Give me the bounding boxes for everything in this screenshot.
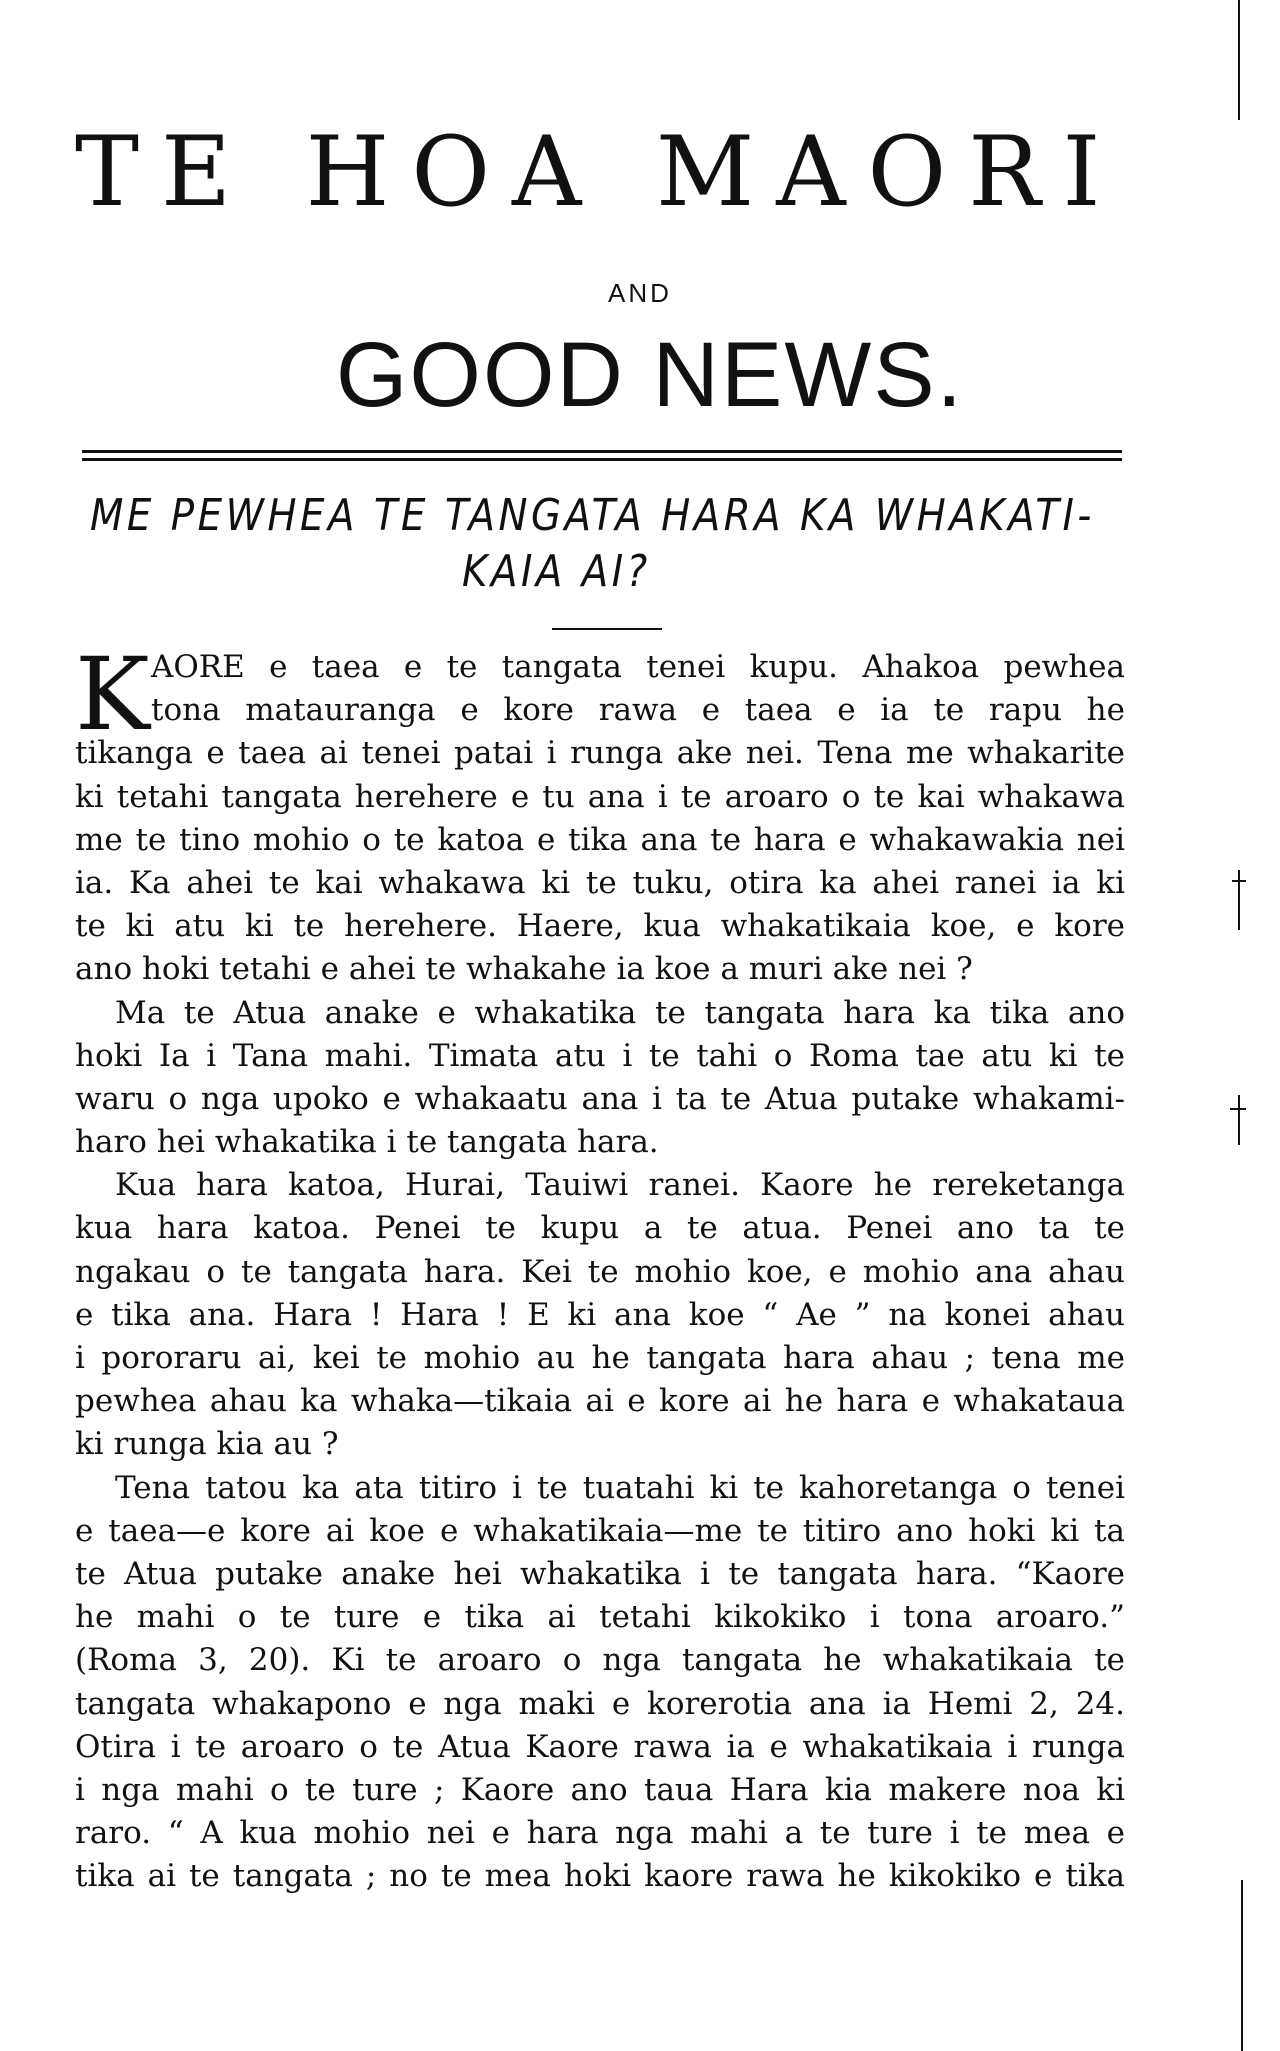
- paragraph-2-line: haro hei whakatika i te tangata hara.: [75, 1124, 659, 1161]
- paragraph-1-line: ano hoki tetahi e ahei te whakahe ia koe a muri ake nei ?: [75, 951, 973, 988]
- headline-divider: [552, 628, 662, 630]
- paragraph-4-line: i nga mahi o te ture ; Kaore ano taua Hara kia makere noa ki: [75, 1771, 1125, 1808]
- paragraph-2-line: Ma te Atua anake e whakatika te tangata hara ka tika ano: [115, 994, 1125, 1031]
- paragraph-4-line: Tena tatou ka ata titiro i te tuatahi ki te kahoretanga o tenei: [115, 1469, 1125, 1506]
- paragraph-1-line: te ki atu ki te herehere. Haere, kua whakatikaia koe, e kore: [75, 908, 1125, 945]
- scan-edge-mark: [1241, 1880, 1243, 2051]
- paragraph-4-line: te Atua putake anake hei whakatika i te tangata hara. “Kaore: [75, 1555, 1125, 1592]
- paragraph-1-line: ia. Ka ahei te kai whakawa ki te tuku, otira ka ahei ranei ia ki: [75, 864, 1125, 901]
- scan-edge-mark: [1238, 870, 1240, 930]
- masthead-double-rule: [82, 450, 1122, 461]
- masthead-title: TE HOA MAORI: [75, 116, 1123, 228]
- paragraph-3-line: ki runga kia au ?: [75, 1426, 339, 1463]
- paragraph-1-line: ki tetahi tangata herehere e tu ana i te aroaro o te kai whakawa: [75, 778, 1125, 815]
- paragraph-4-line: Otira i te aroaro o te Atua Kaore rawa ia e whakatikaia i runga: [75, 1728, 1125, 1765]
- paragraph-3-line: pewhea ahau ka whaka—tikaia ai e kore ai he hara e whakataua: [75, 1383, 1125, 1420]
- paragraph-4-line: tangata whakapono e nga maki e korerotia ana ia Hemi 2, 24.: [75, 1685, 1125, 1722]
- masthead-subtitle: GOOD NEWS.: [335, 324, 965, 426]
- paragraph-4-line: e taea—e kore ai koe e whakatikaia—me te titiro ano hoki ki ta: [75, 1512, 1125, 1549]
- headline-line-1: ME PEWHEA TE TANGATA HARA KA WHAKATI-: [90, 490, 1095, 541]
- paragraph-2-line: waru o nga upoko e whakaatu ana i ta te Atua putake whakami-: [75, 1080, 1125, 1117]
- paragraph-4-line: raro. “ A kua mohio nei e hara nga mahi a te ture i te mea e: [75, 1815, 1125, 1852]
- paragraph-1-line: tona matauranga e kore rawa e taea e ia te rapu he: [151, 692, 1125, 729]
- drop-cap: K: [75, 636, 150, 753]
- paragraph-4-line: he mahi o te ture e tika ai tetahi kikokiko i tona aroaro.”: [75, 1599, 1125, 1636]
- article-body: [75, 636, 1125, 1898]
- paragraph-3-line: Kua hara katoa, Hurai, Tauiwi ranei. Kaore he rereketanga: [115, 1167, 1125, 1204]
- paragraph-3-line: ngakau o te tangata hara. Kei te mohio koe, e mohio ana ahau: [75, 1253, 1125, 1290]
- paragraph-4-line: tika ai te tangata ; no te mea hoki kaore rawa he kikokiko e tika: [75, 1858, 1125, 1895]
- masthead-conjunction: AND: [608, 278, 672, 308]
- paragraph-1-line: tikanga e taea ai tenei patai i runga ake nei. Tena me whakarite: [75, 735, 1125, 772]
- paragraph-1-line: me te tino mohio o te katoa e tika ana te hara e whakawakia nei: [75, 821, 1125, 858]
- scan-edge-mark: [1238, 1095, 1240, 1145]
- article-headline: [90, 488, 1095, 600]
- paragraph-3-line: e tika ana. Hara ! Hara ! E ki ana koe “ Ae ” na konei ahau: [75, 1296, 1125, 1333]
- headline-line-2: KAIA AI?: [462, 546, 651, 597]
- paragraph-3-line: i pororaru ai, kei te mohio au he tangata hara ahau ; tena me: [75, 1340, 1125, 1376]
- paragraph-3-line: kua hara katoa. Penei te kupu a te atua. Penei ano ta te: [75, 1210, 1125, 1247]
- paragraph-4-line: (Roma 3, 20). Ki te aroaro o nga tangata he whakatikaia te: [75, 1642, 1125, 1679]
- paragraph-1-line: AORE e taea e te tangata tenei kupu. Ahakoa pewhea: [151, 649, 1125, 685]
- scan-edge-mark: [1238, 0, 1240, 120]
- paragraph-2-line: hoki Ia i Tana mahi. Timata atu i te tahi o Roma tae atu ki te: [75, 1037, 1125, 1074]
